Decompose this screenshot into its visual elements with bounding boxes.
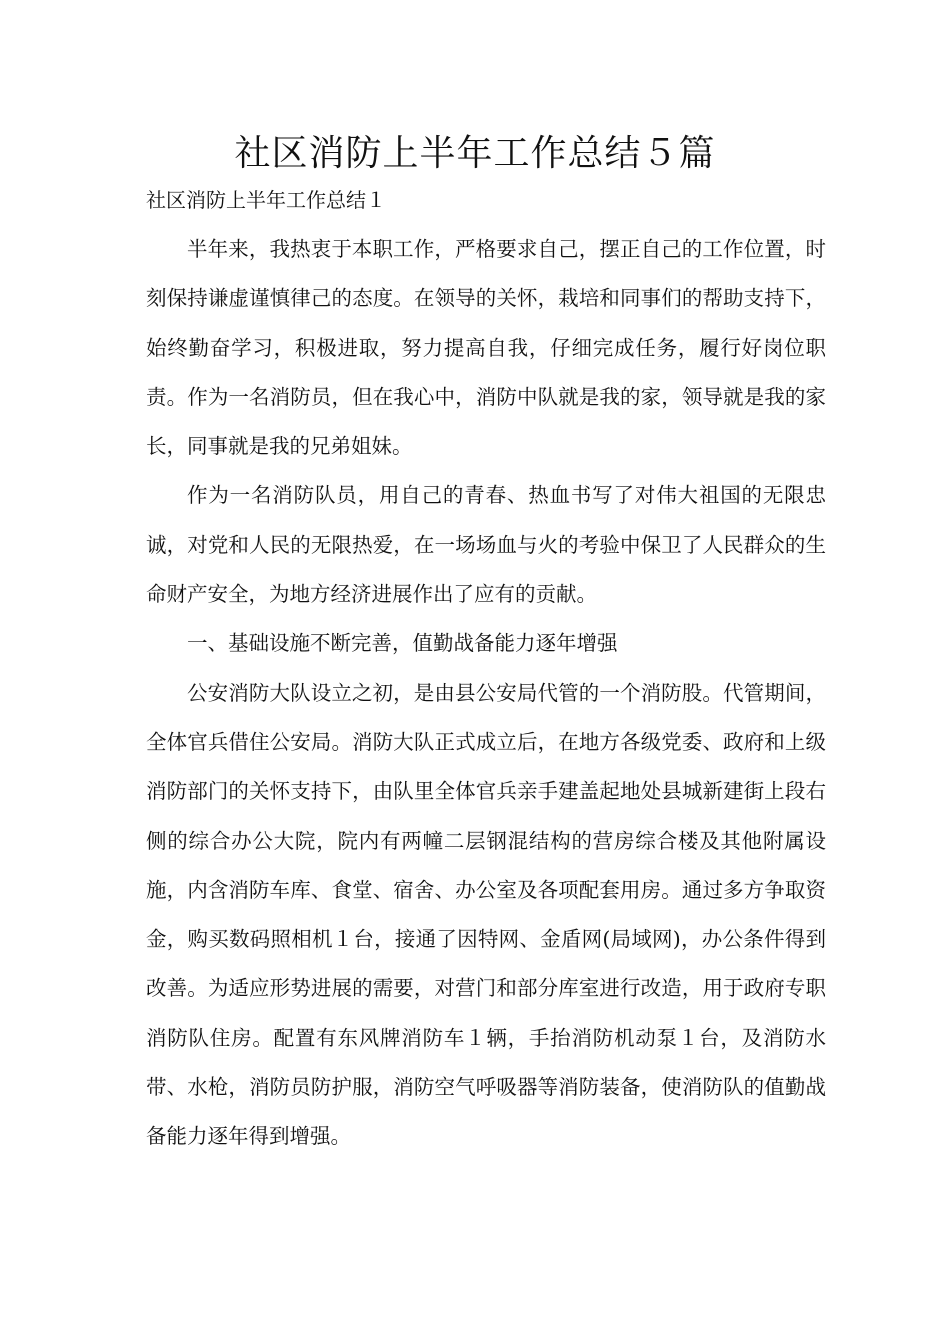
document-title: 社区消防上半年工作总结５篇 <box>234 133 716 174</box>
paragraph: 作为一名消防队员，用自己的青春、热血书写了对伟大祖国的无限忠诚，对党和人民的无限热爱，在一场场血与火的考验中保卫了人民群众的生命财产安全，为地方经济进展作出了应有的贡献。 <box>146 483 826 607</box>
document-subtitle: 社区消防上半年工作总结１ <box>146 188 386 212</box>
document-body <box>146 225 826 1162</box>
paragraph: 公安消防大队设立之初，是由县公安局代管的一个消防股。代管期间，全体官兵借住公安局。消防大队正式成立后，在地方各级党委、政府和上级消防部门的关怀支持下，由队里全体官兵亲手建盖起地处县城新建街上段右侧的综合办公大院，院内有两幢二层钢混结构的营房综合楼及其他附属设施，内含消防车库、食堂、宿舍、办公室及各项配套用房。通过多方争取资金，购买数码照相机１台，接通了因特网、金盾网(局域网)，办公条件得到改善。为适应形势进展的需要，对营门和部分库室进行改造，用于政府专职消防队住房。配置有东风牌消防车１辆，手抬消防机动泵１台，及消防水带、水枪，消防员防护服，消防空气呼吸器等消防装备，使消防队的值勤战备能力逐年得到增强。 <box>146 680 826 1149</box>
section-heading: 一、基础设施不断完善，值勤战备能力逐年增强 <box>187 631 618 656</box>
paragraph: 半年来，我热衷于本职工作，严格要求自己，摆正自己的工作位置，时刻保持谦虚谨慎律己的态度。在领导的关怀，栽培和同事们的帮助支持下，始终勤奋学习，积极进取，努力提高自我，仔细完成任务，履行好岗位职责。作为一名消防员，但在我心中，消防中队就是我的家，领导就是我的家长，同事就是我的兄弟姐妹。 <box>146 237 826 459</box>
